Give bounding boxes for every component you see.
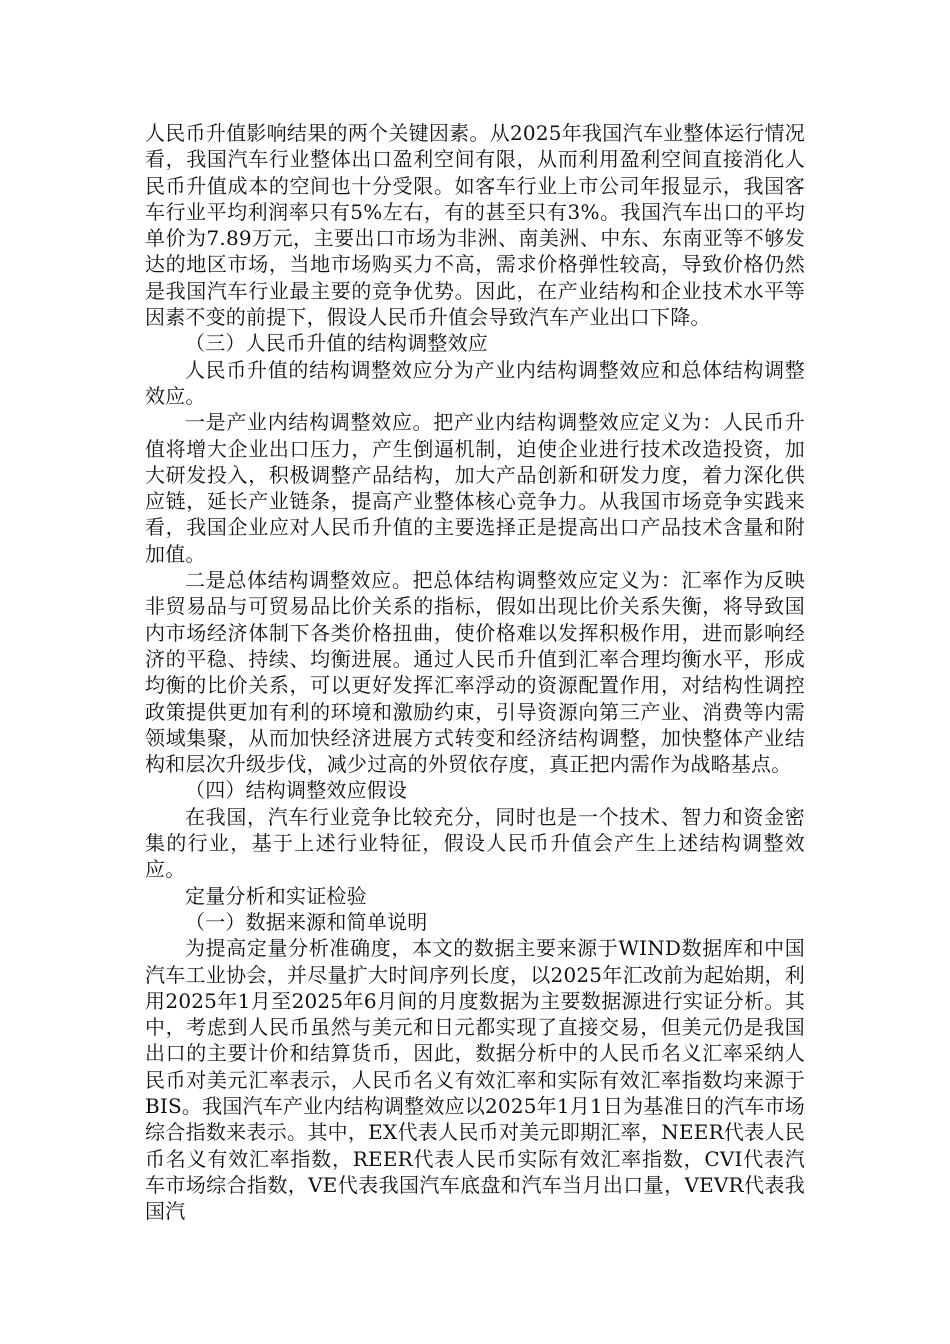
paragraph-overall-effect: 二是总体结构调整效应。把总体结构调整效应定义为：汇率作为反映非贸易品与可贸易品比价关系的指标，假如出现比价关系失衡，将导致国内市场经济体制下各类价格扭曲，使价格难以发挥积极作用，进而影响经济的平稳、持续、均衡进展。通过人民币升值到汇率合理均衡水平，形成均衡的比价关系，可以更好发挥汇率浮动的资源配置作用，对结构性调控政策提供更加有利的环境和激励约束，引导资源向第三产业、消费等内需领域集聚，从而加快经济进展方式转变和经济结构调整，加快整体产业结构和层次升级步伐，减少过高的外贸依存度，真正把内需作为战略基点。 (145, 568, 805, 777)
paragraph-hypothesis: 在我国，汽车行业竞争比较充分，同时也是一个技术、智力和资金密集的行业，基于上述行业特征，假设人民币升值会产生上述结构调整效应。 (145, 804, 805, 882)
paragraph-data-source: 为提高定量分析准确度，本文的数据主要来源于WIND数据库和中国汽车工业协会，并尽量扩大时间序列长度，以2025年汇改前为起始期，利用2025年1月至2025年6月间的月度数据为主要数据源进行实证分析。其中，考虑到人民币虽然与美元和日元都实现了直接交易，但美元仍是我国出口的主要计价和结算货币，因此，数据分析中的人民币名义汇率采纳人民币对美元汇率表示，人民币名义有效汇率和实际有效汇率指数均来源于BIS。我国汽车产业内结构调整效应以2025年1月1日为基准日的汽车市场综合指数来表示。其中，EX代表人民币对美元即期汇率，NEER代表人民币名义有效汇率指数，REER代表人民币实际有效汇率指数，CVI代表汽车市场综合指数，VE代表我国汽车底盘和汽车当月出口量，VEVR代表我国汽 (145, 936, 805, 1224)
section-heading-hypothesis: （四）结构调整效应假设 (185, 778, 408, 803)
section-heading-data-source: （一）数据来源和简单说明 (185, 909, 428, 934)
document-body (145, 120, 805, 1224)
paragraph-effect-types: 人民币升值的结构调整效应分为产业内结构调整效应和总体结构调整效应。 (145, 357, 805, 408)
paragraph-profit-margin: 人民币升值影响结果的两个关键因素。从2025年我国汽车业整体运行情况看，我国汽车行业整体出口盈利空间有限，从而利用盈利空间直接消化人民币升值成本的空间也十分受限。如客车行业上市公司年报显示，我国客车行业平均利润率只有5%左右，有的甚至只有3%。我国汽车出口的平均单价为7.89万元，主要出口市场为非洲、南美洲、中东、东南亚等不够发达的地区市场，当地市场购买力不高，需求价格弹性较高，导致价格仍然是我国汽车行业最主要的竞争优势。因此，在产业结构和企业技术水平等因素不变的前提下，假设人民币升值会导致汽车产业出口下降。 (145, 121, 805, 330)
section-heading-structural-effect: （三）人民币升值的结构调整效应 (185, 331, 488, 356)
paragraph-industry-effect: 一是产业内结构调整效应。把产业内结构调整效应定义为：人民币升值将增大企业出口压力，产生倒逼机制，迫使企业进行技术改造投资，加大研发投入，积极调整产品结构，加大产品创新和研发力度，着力深化供应链，延长产业链条，提高产业整体核心竞争力。从我国市场竞争实践来看，我国企业应对人民币升值的主要选择正是提高出口产品技术含量和附加值。 (145, 410, 805, 566)
section-heading-quantitative: 定量分析和实证检验 (185, 883, 367, 908)
